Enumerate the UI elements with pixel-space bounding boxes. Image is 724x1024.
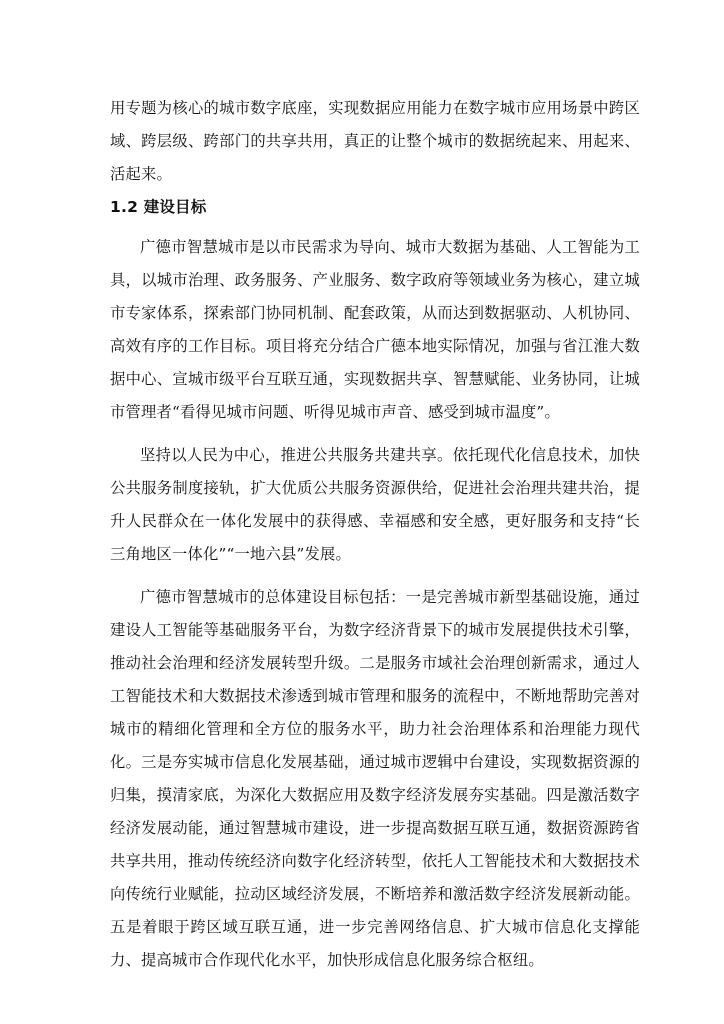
paragraph-construction-goal: 广德市智慧城市是以市民需求为导向、城市大数据为基础、人工智能为工具，以城市治理、政务服务、产业服务、数字政府等领域业务为核心，建立城市专家体系，探索部门协同机制、配套政策，从而达到数据驱动、人机协同、高效有序的工作目标。项目将充分结合广德本地实际情况，加强与省江淮大数据中心、宣城市级平台互联互通，实现数据共享、智慧赋能、业务协同，让城市管理者“看得见城市问题、听得见城市声音、感受到城市温度”。 [110, 238, 640, 421]
intro-paragraph: 用专题为核心的城市数字底座，实现数据应用能力在数字城市应用场景中跨区域、跨层级、跨部门的共享共用，真正的让整个城市的数据统起来、用起来、活起来。 [110, 99, 640, 183]
document-body [110, 92, 640, 977]
paragraph-overall-goals: 广德市智慧城市的总体建设目标包括：一是完善城市新型基础设施，通过建设人工智能等基础服务平台，为数字经济背景下的城市发展提供技术引擎，推动社会治理和经济发展转型升级。二是服务市域社会治理创新需求，通过人工智能技术和大数据技术渗透到城市管理和服务的流程中，不断地帮助完善对城市的精细化管理和全方位的服务水平，助力社会治理体系和治理能力现代化。三是夯实城市信息化发展基础，通过城市逻辑中台建设，实现数据资源的归集，摸清家底，为深化大数据应用及数字经济发展夯实基础。四是激活数字经济发展动能，通过智慧城市建设，进一步提高数据互联互通，数据资源跨省共享共用，推动传统经济向数字化经济转型，依托人工智能技术和大数据技术向传统行业赋能，拉动区域经济发展，不断培养和激活数字经济发展新动能。五是着眼于跨区域互联互通，进一步完善网络信息、扩大城市信息化支撑能力、提高城市合作现代化水平，加快形成信息化服务综合枢纽。 [110, 588, 640, 969]
paragraph-people-centered: 坚持以人民为中心，推进公共服务共建共享。依托现代化信息技术，加快公共服务制度接轨，扩大优质公共服务资源供给，促进社会治理共建共治，提升人民群众在一体化发展中的获得感、幸福感和安全感，更好服务和支持“长三角地区一体化”“一地六县”发展。 [110, 446, 640, 563]
section-heading: 1.2 建设目标 [110, 198, 207, 216]
